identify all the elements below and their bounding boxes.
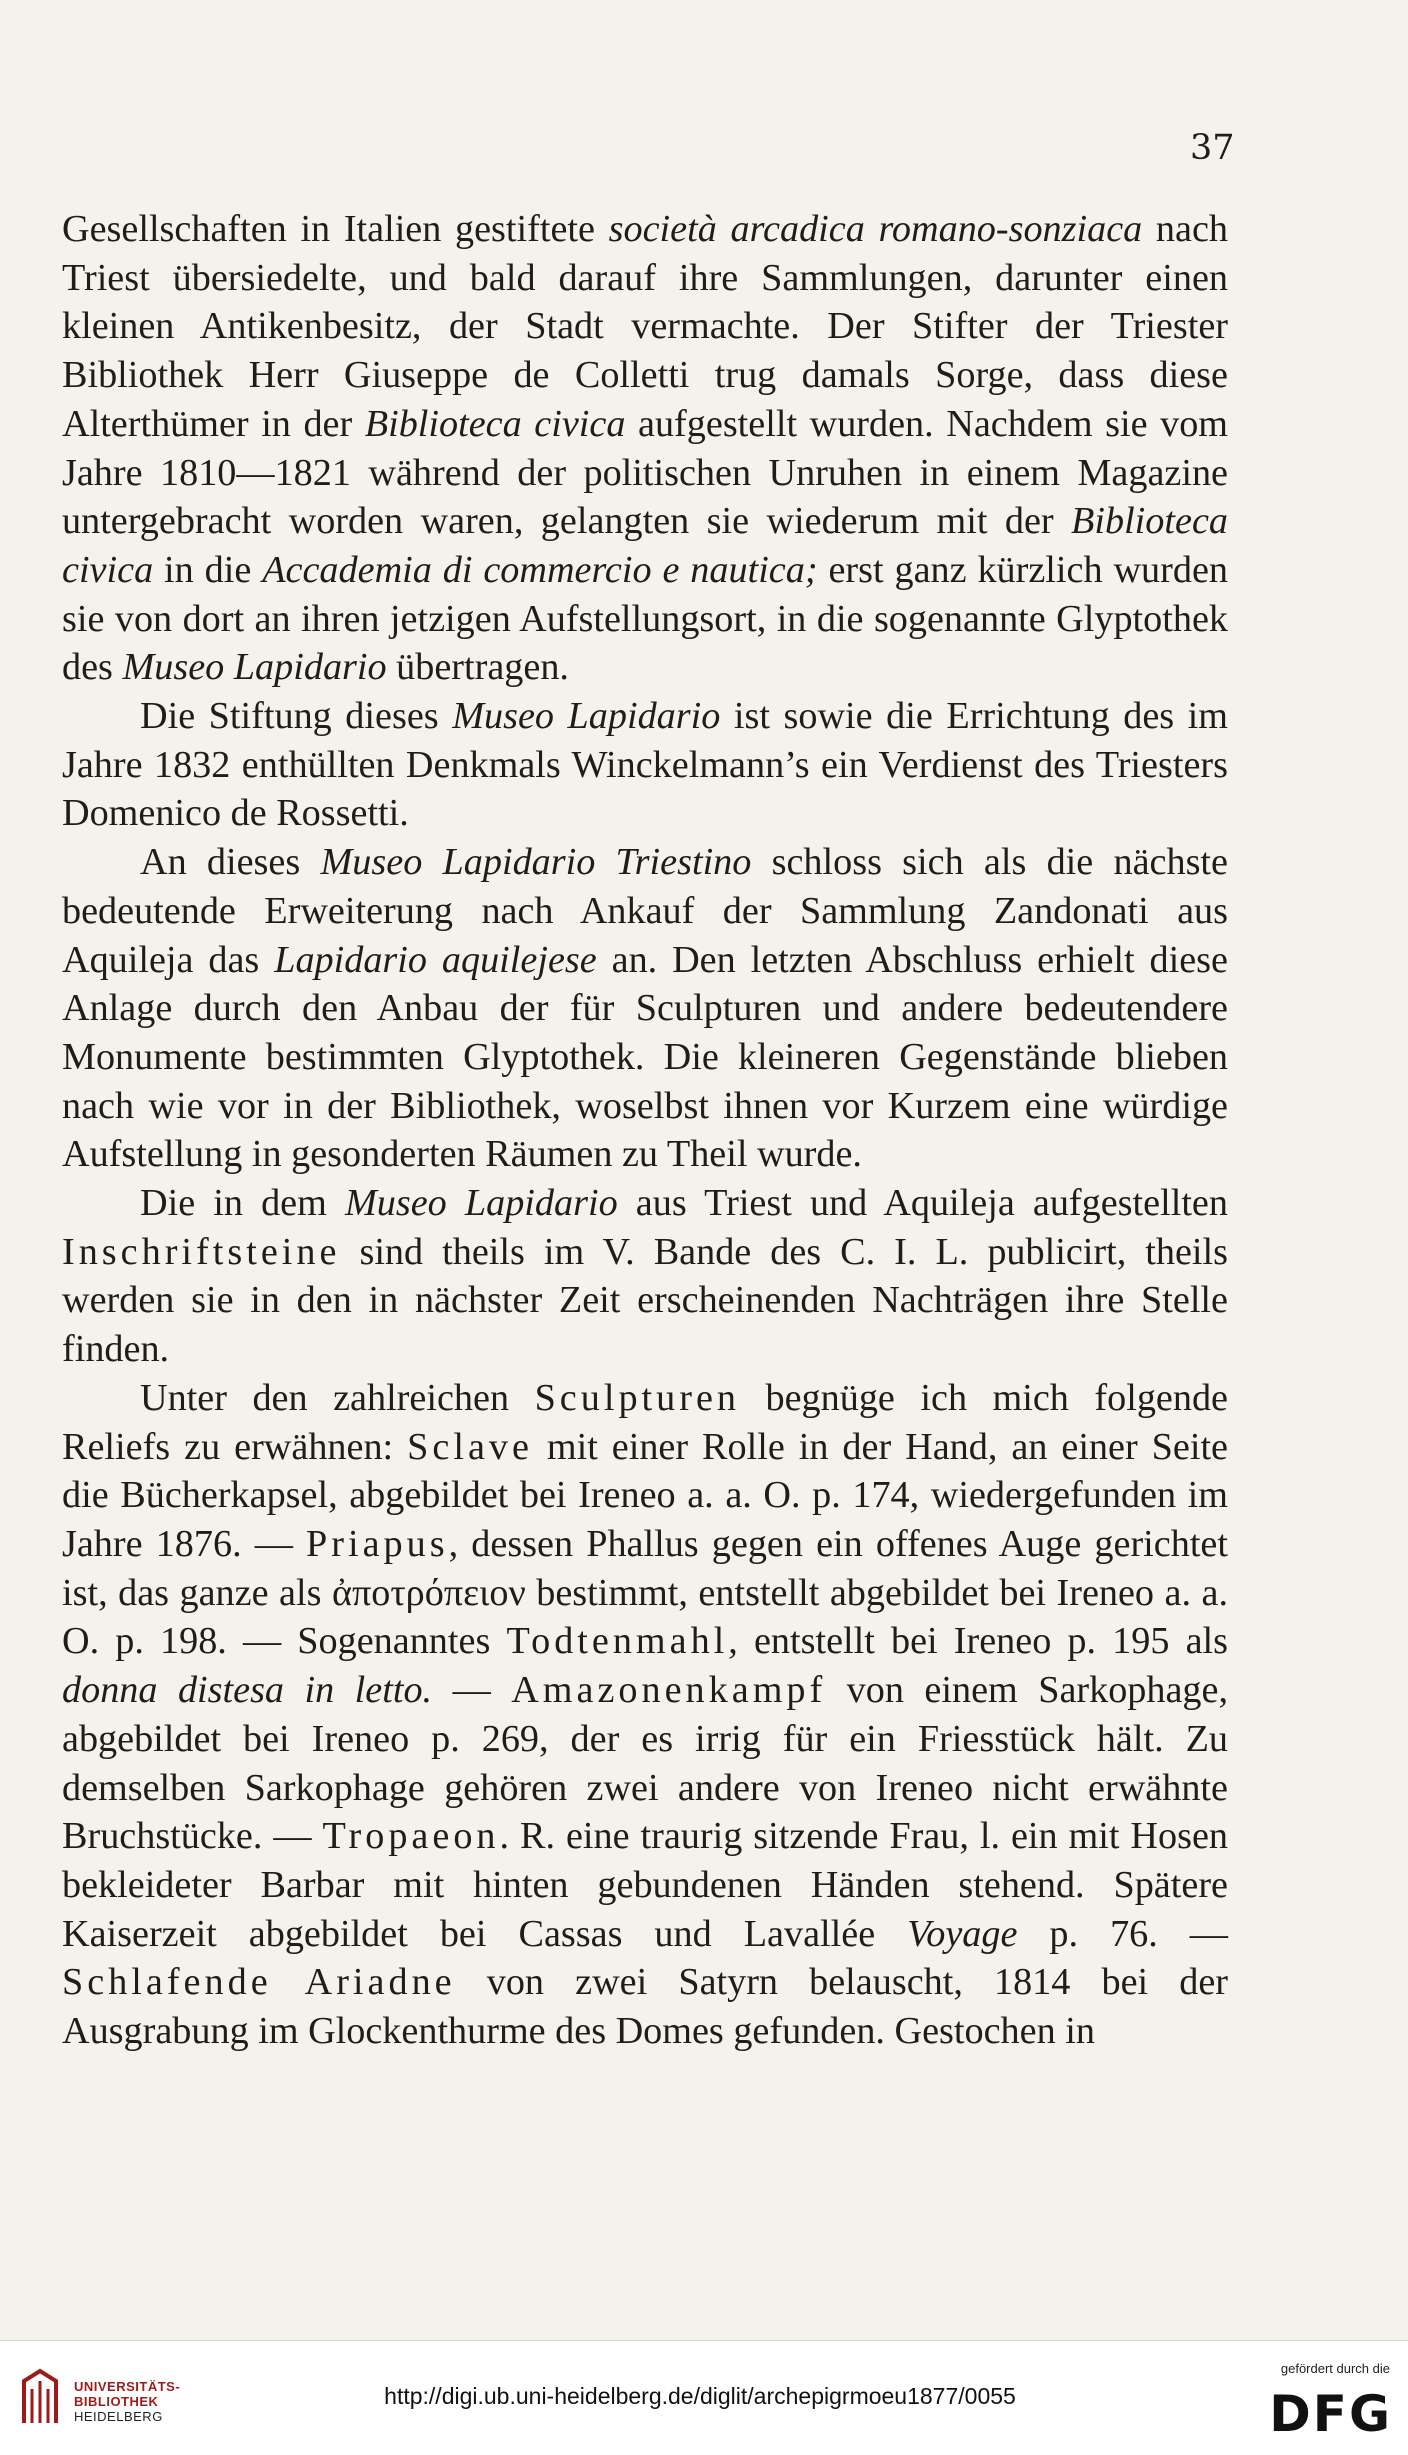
page-number: 37 [1190,128,1235,168]
dfg-logo: DFG [1269,2385,1392,2443]
text-run: — [432,1669,512,1712]
italic-text: Accademia di commercio e nautica; [262,548,818,591]
text-run: aufgestellt wurden. Nachdem sie vom Jahre 1810—1821 während der politischen Unruhen in einem Magazine untergebracht worden waren, gelangten sie wiederum mit der [62,402,1229,543]
text-run: übertragen. [386,646,569,689]
italic-text: donna distesa in letto. [62,1669,433,1712]
italic-text: Museo Lapidario [344,1182,618,1225]
text-run: , dessen Phallus gegen ein offenes Auge gerichtet ist, das ganze als ἀποτρόπειον bestimmt, entstellt abgebildet bei Ireneo a. a. O. p. 198. — Sogenanntes [62,1522,1228,1663]
spaced-text: Schlafende Ariadne [62,1961,456,2004]
funded-by-label: gefördert durch die [1280,2361,1390,2376]
text-run: begnüge ich mich folgende Reliefs zu erwähnen: [62,1376,1228,1468]
italic-text: Biblioteca civica [364,402,626,445]
text-run: an. Den letzten Abschluss erhielt diese Anlage durch den Anbau der für Sculpturen und andere bedeutendere Monumente bestimmten Glyptothek. Die kleineren Gegenstände blieben nach wie vor in der Bibliothek, woselbst ihnen vor Kurzem eine würdige Aufstellung in gesonderten Räumen zu Theil wurde. [62,938,1228,1176]
spaced-text: Sclave [407,1425,533,1468]
paragraph [62,1179,1228,1374]
permalink-url[interactable]: http://digi.ub.uni-heidelberg.de/diglit/archepigrmoeu1877/0055 [384,2383,1016,2409]
italic-text: Museo Lapidario [122,646,387,689]
spaced-text: Inschriftsteine [62,1230,341,1273]
text-run: von einem Sarkophage, abgebildet bei Ireneo p. 269, der es irrig für ein Friesstück hält. Zu demselben Sarkophage gehören zwei andere von Ireneo nicht erwähnte Bruchstücke. — [62,1669,1229,1858]
spaced-text: Todtenmahl [506,1620,729,1663]
text-run: ist sowie die Errichtung des im Jahre 1832 enthüllten Denkmals Winckelmann’s ein Verdienst des Triesters Domenico de Rossetti. [62,695,1228,835]
text-run: . R. eine traurig sitzende Frau, l. ein mit Hosen bekleideter Barbar mit hinten gebundenen Händen stehend. Spätere Kaiserzeit abgebildet bei Cassas und Lavallée [62,1815,1228,1955]
text-run: mit einer Rolle in der Hand, an einer Seite die Bücherkapsel, abgebildet bei Ireneo a. a. O. p. 174, wiedergefunden im Jahre 1876. — [62,1425,1229,1565]
text-run: An dieses [140,841,321,884]
paragraph [62,205,1228,692]
paragraph [62,838,1228,1179]
italic-text: Museo Lapidario [452,695,721,738]
italic-text: Biblioteca civica [62,500,1228,591]
italic-text: Lapidario aquilejese [274,938,597,981]
spaced-text: Priapus [306,1522,449,1565]
italic-text: Voyage [907,1912,1018,1955]
text-run: sind theils im V. Bande des C. I. L. publicirt, theils werden sie in den in nächster Zeit erscheinenden Nachträgen ihre Stelle finden. [62,1230,1228,1371]
spaced-text: Tropaeon [322,1815,500,1858]
text-run: nach Triest übersiedelte, und bald darauf ihre Sammlungen, darunter einen kleinen Antikenbesitz, der Stadt vermachte. Der Stifter der Triester Bibliothek Herr Giuseppe de Colletti trug damals Sorge, dass diese Alterthümer in der [62,208,1229,445]
paragraph [62,692,1228,838]
text-run: Die Stiftung dieses [140,695,453,738]
spaced-text: Sculpturen [534,1376,741,1419]
italic-text: società arcadica romano-sonziaca [608,208,1143,250]
body-text [62,205,1228,2056]
spaced-text: Amazonenkampf [511,1669,827,1712]
text-run: p. 76. — [1017,1912,1228,1955]
text-run: aus Triest und Aquileja aufgestellten [617,1182,1228,1225]
italic-text: Museo Lapidario Triestino [320,841,752,884]
text-run: , entstellt bei Ireneo p. 195 als [728,1620,1229,1663]
text-run: Gesellschaften in Italien gestiftete [62,208,609,250]
paragraph [62,1374,1228,2056]
text-run: erst ganz kürzlich wurden sie von dort an ihren jetzigen Aufstellungsort, in die sogenannte Glyptothek des [62,548,1228,689]
text-run: von zwei Satyrn belauscht, 1814 bei der Ausgrabung im Glockenthurme des Domes gefunden. Gestochen in [62,1961,1228,2053]
text-run: in die [153,548,263,591]
library-name: UNIVERSITÄTS- BIBLIOTHEK HEIDELBERG [74,2379,181,2424]
text-run: Die in dem [140,1182,345,1225]
library-logo-icon [18,2367,62,2429]
text-run: schloss sich als die nächste bedeutende Erweiterung nach Ankauf der Sammlung Zandonati aus Aquileja das [62,841,1228,981]
viewer-footer [0,2340,1408,2455]
text-run: Unter den zahlreichen [140,1376,535,1419]
